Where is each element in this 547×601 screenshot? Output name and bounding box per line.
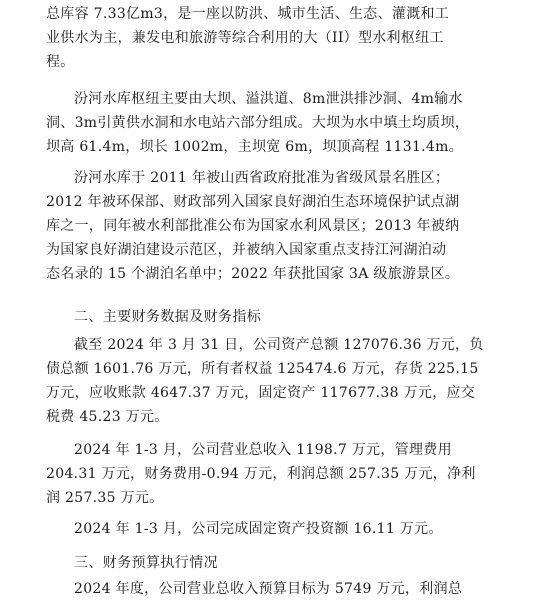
paragraph-honors bbox=[46, 166, 506, 286]
text-line: 润 257.35 万元。 bbox=[46, 490, 164, 506]
text-line: 税费 45.23 万元。 bbox=[46, 409, 169, 425]
paragraph-budget-target bbox=[46, 577, 506, 601]
text-line: 总库容 7.33亿m3，是一座以防洪、城市生活、生态、灌溉和工 bbox=[46, 6, 450, 22]
section-heading-financial-data: 二、主要财务数据及财务指标 bbox=[74, 309, 262, 325]
text-line: 债总额 1601.76 万元，所有者权益 125474.6 万元，存货 225.15 bbox=[46, 361, 479, 377]
paragraph-balance-sheet bbox=[46, 333, 506, 429]
paragraph-income-statement bbox=[46, 438, 506, 510]
paragraph-reservoir-capacity bbox=[46, 2, 506, 74]
text-line: 库之一，同年被水利部批准公布为国家水利风景区；2013 年被纳 bbox=[46, 218, 460, 234]
text-line: 坝高 61.4m，坝长 1002m，主坝宽 6m，坝顶高程 1131.4m。 bbox=[46, 139, 463, 155]
text-line: 截至 2024 年 3 月 31 日，公司资产总额 127076.36 万元，负 bbox=[74, 337, 484, 353]
text-line: 洞、3m引黄供水洞和水电站六部分组成。大坝为水中填土均质坝， bbox=[46, 115, 470, 131]
text-line: 业供水为主，兼发电和旅游等综合利用的大（II）型水利枢纽工 bbox=[46, 30, 444, 46]
text-line: 2012 年被环保部、财政部列入国家良好湖泊生态环境保护试点湖 bbox=[46, 194, 460, 210]
text-line: 万元，应收账款 4647.37 万元，固定资产 117677.38 万元，应交 bbox=[46, 385, 476, 401]
text-line: 汾河水库于 2011 年被山西省政府批准为省级风景名胜区； bbox=[74, 170, 450, 186]
paragraph-fixed-asset-investment bbox=[46, 517, 506, 541]
text-line: 2024 年度，公司营业总收入预算目标为 5749 万元，利润总 bbox=[74, 581, 463, 597]
text-line: 204.31 万元，财务费用-0.94 万元，利润总额 257.35 万元，净利 bbox=[46, 466, 476, 482]
paragraph-hub-structure bbox=[46, 87, 506, 159]
text-line: 2024 年 1-3 月，公司完成固定资产投资额 16.11 万元。 bbox=[74, 521, 443, 537]
text-line: 2024 年 1-3 月，公司营业总收入 1198.7 万元，管理费用 bbox=[74, 442, 452, 458]
text-line: 程。 bbox=[46, 54, 75, 70]
text-line: 态名录的 15 个湖泊名单中；2022 年获批国家 3A 级旅游景区。 bbox=[46, 266, 460, 282]
text-line: 为国家良好湖泊建设示范区，并被纳入国家重点支持江河湖泊动 bbox=[46, 242, 447, 258]
section-heading-budget-execution: 三、财务预算执行情况 bbox=[74, 555, 218, 571]
text-line: 汾河水库枢纽主要由大坝、溢洪道、8m泄洪排沙洞、4m输水 bbox=[74, 91, 463, 107]
